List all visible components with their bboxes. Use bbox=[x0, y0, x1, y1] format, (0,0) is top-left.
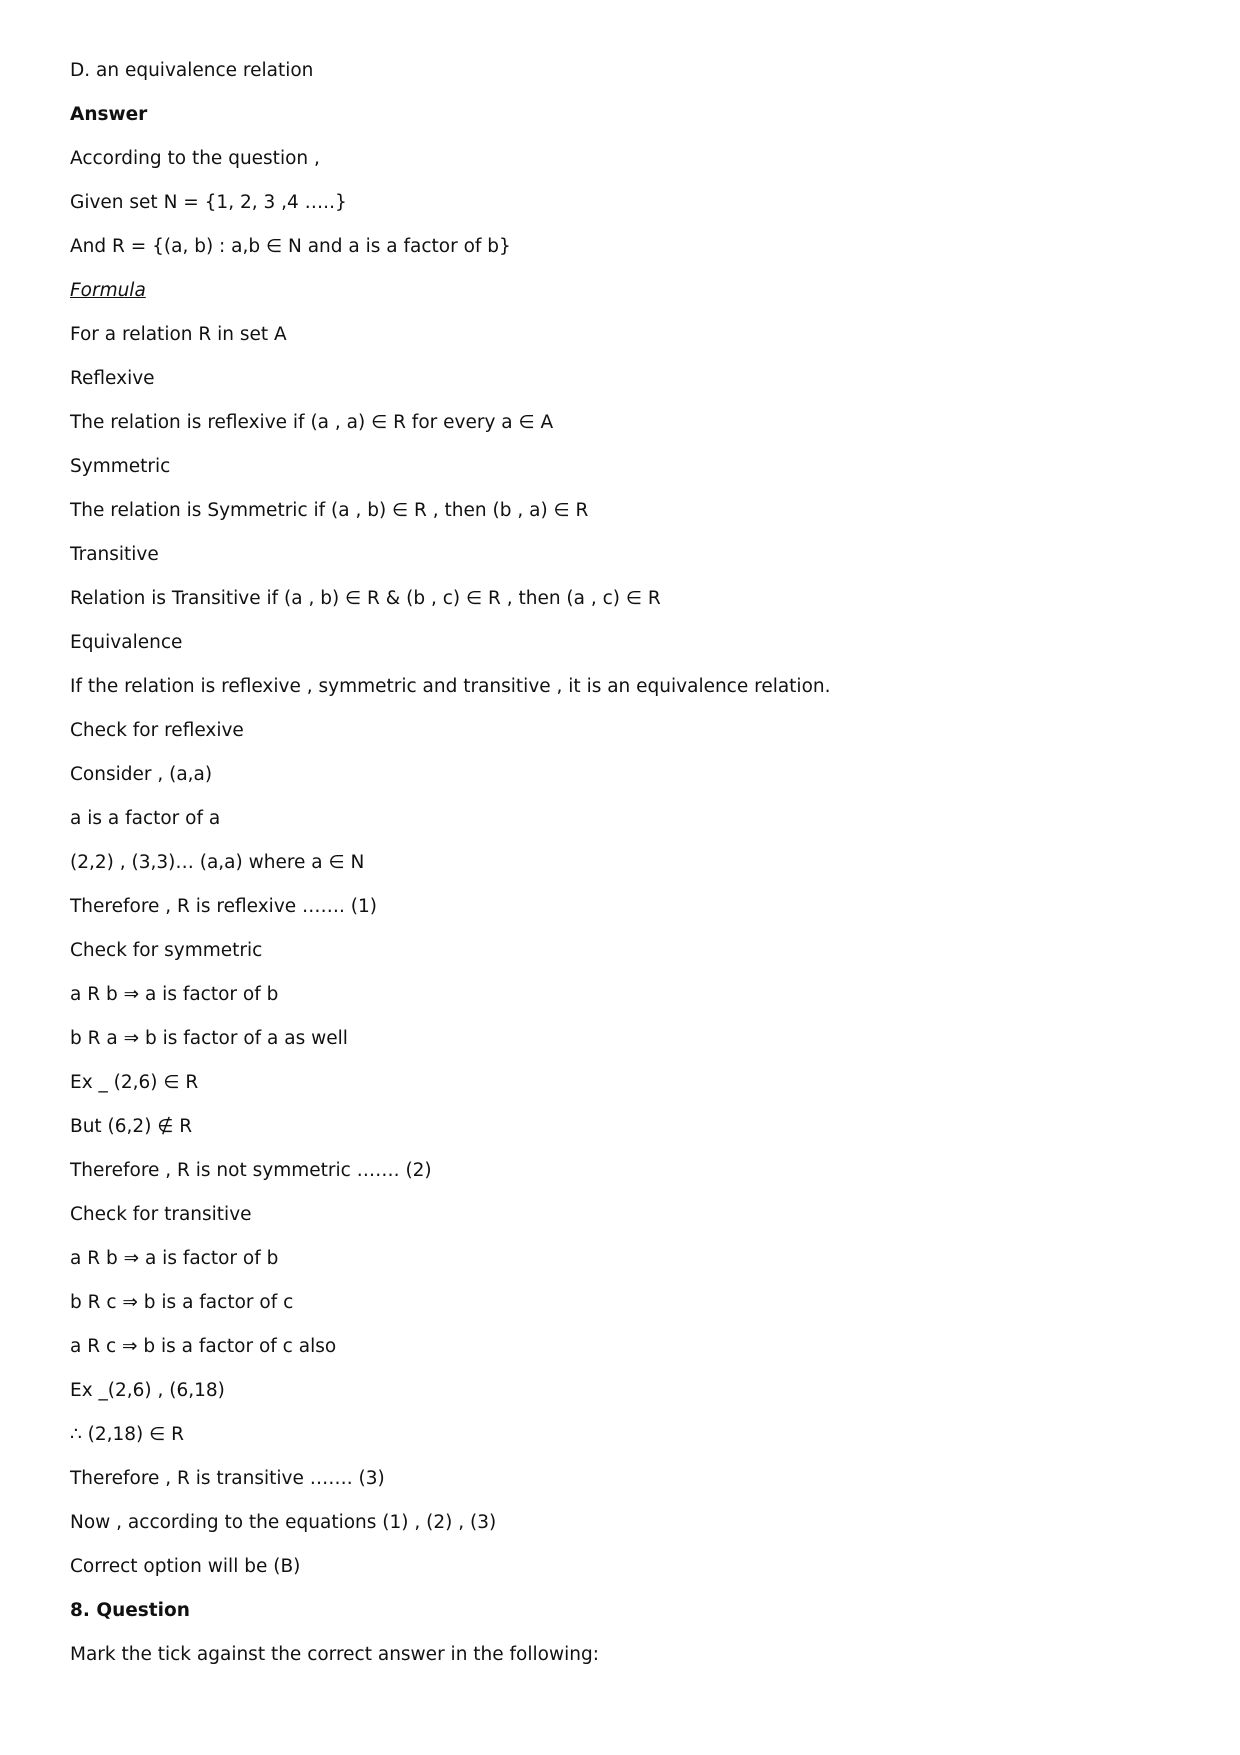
text-line: Symmetric bbox=[70, 456, 171, 477]
text-line: Now , according to the equations (1) , (2) , (3) bbox=[70, 1512, 497, 1533]
text-line: The relation is Symmetric if (a , b) ∈ R , then (b , a) ∈ R bbox=[70, 500, 589, 521]
text-line: But (6,2) ∉ R bbox=[70, 1116, 193, 1137]
document-page bbox=[70, 49, 1180, 1677]
text-line: For a relation R in set A bbox=[70, 324, 287, 345]
text-line: Consider , (a,a) bbox=[70, 764, 213, 785]
text-line: Reflexive bbox=[70, 368, 155, 389]
text-line: D. an equivalence relation bbox=[70, 60, 314, 81]
text-line: Equivalence bbox=[70, 632, 183, 653]
subheading: Formula bbox=[70, 280, 146, 301]
text-line: Transitive bbox=[70, 544, 159, 565]
text-line: Check for symmetric bbox=[70, 940, 263, 961]
text-line: Given set N = {1, 2, 3 ,4 …..} bbox=[70, 192, 347, 213]
text-line: a is a factor of a bbox=[70, 808, 221, 829]
text-line: Ex _(2,6) , (6,18) bbox=[70, 1380, 225, 1401]
text-line: Mark the tick against the correct answer in the following: bbox=[70, 1644, 599, 1665]
text-line: Ex _ (2,6) ∈ R bbox=[70, 1072, 199, 1093]
text-line: Therefore , R is not symmetric ……. (2) bbox=[70, 1160, 432, 1181]
text-line: And R = {(a, b) : a,b ∈ N and a is a factor of b} bbox=[70, 236, 511, 257]
section-heading: Answer bbox=[70, 104, 148, 125]
text-line: a R b ⇒ a is factor of b bbox=[70, 1248, 279, 1269]
text-line: Therefore , R is transitive ……. (3) bbox=[70, 1468, 385, 1489]
text-line: (2,2) , (3,3)… (a,a) where a ∈ N bbox=[70, 852, 365, 873]
text-line: Therefore , R is reflexive ……. (1) bbox=[70, 896, 377, 917]
text-line: b R a ⇒ b is factor of a as well bbox=[70, 1028, 348, 1049]
text-line: Check for reflexive bbox=[70, 720, 244, 741]
text-line: The relation is reflexive if (a , a) ∈ R for every a ∈ A bbox=[70, 412, 554, 433]
text-line: a R c ⇒ b is a factor of c also bbox=[70, 1336, 337, 1357]
text-line: According to the question , bbox=[70, 148, 320, 169]
text-line: Relation is Transitive if (a , b) ∈ R & (b , c) ∈ R , then (a , c) ∈ R bbox=[70, 588, 661, 609]
text-line: If the relation is reflexive , symmetric and transitive , it is an equivalence relation. bbox=[70, 676, 831, 697]
text-line: b R c ⇒ b is a factor of c bbox=[70, 1292, 294, 1313]
section-heading: 8. Question bbox=[70, 1600, 190, 1621]
text-line: a R b ⇒ a is factor of b bbox=[70, 984, 279, 1005]
text-line: Check for transitive bbox=[70, 1204, 252, 1225]
text-line: ∴ (2,18) ∈ R bbox=[70, 1424, 185, 1445]
text-line: Correct option will be (B) bbox=[70, 1556, 301, 1577]
